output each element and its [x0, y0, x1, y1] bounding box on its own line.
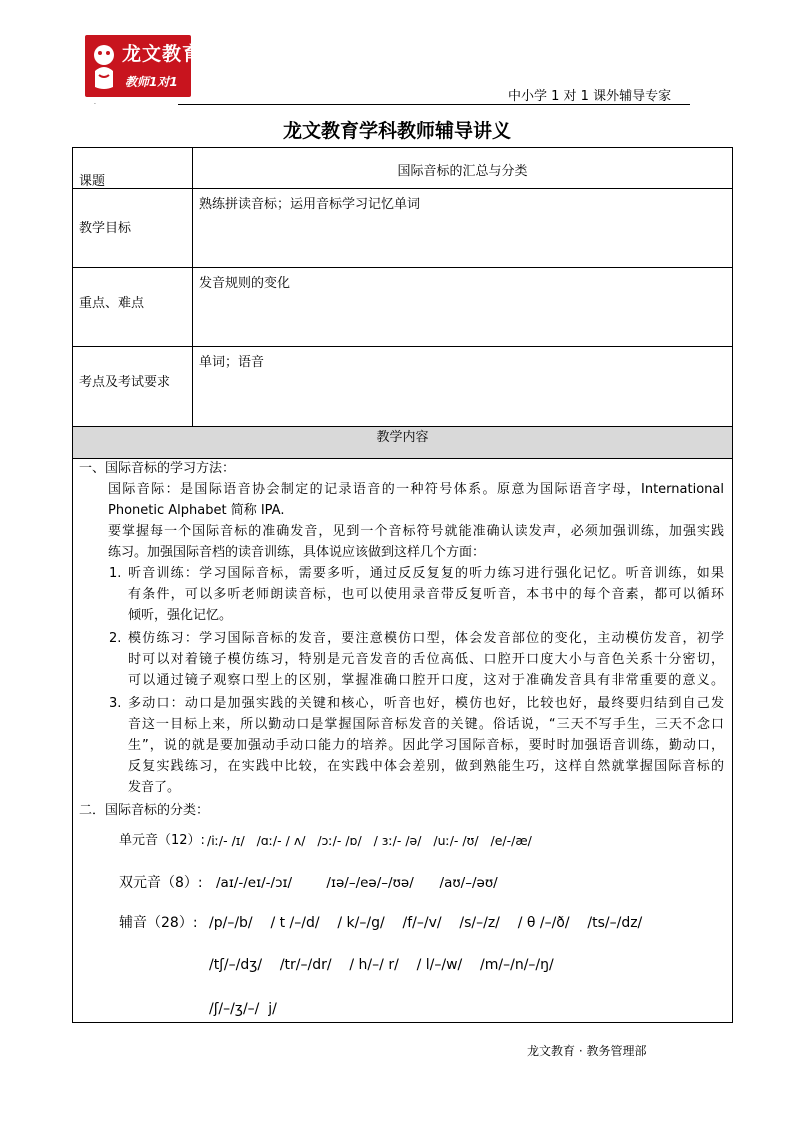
list-item-listening: 听音训练：学习国际音标，需要多听，通过反反复复的听力练习进行强化记忆。听音训练，如果: [128, 566, 724, 581]
row-value: 发音规则的变化: [199, 276, 291, 291]
list-item-imitation: 模仿练习：学习国际音标的发音，要注意模仿口型，体会发音部位的变化，主动模仿发音，初学: [128, 631, 724, 646]
consonant-label: 辅音（28）:: [119, 915, 198, 931]
logo-sub-text: 教师1对1: [125, 75, 178, 89]
list-item-imitation: 可以通过镜子观察口型上的区别，掌握准确口腔开口度，这对于准确发音具有非常重要的意义。: [128, 673, 724, 688]
table-row-exam: [73, 347, 732, 427]
row-label: 重点、难点: [79, 296, 145, 311]
monophthong-list: /iː/- /ɪ/ /ɑː/- / ʌ/ /ɔː/- /ɒ/ / ɜː/- /ə/ /uː/- /ʊ/ /e/-/æ/: [207, 833, 532, 848]
consonant-row-1-clip: [73, 909, 732, 939]
row-label: 课题: [79, 174, 106, 189]
diphthong-list: /aɪ/-/eɪ/-/ɔɪ/ /ɪə/–/eə/–/ʊə/ /aʊ/–/əʊ/: [216, 875, 498, 891]
list-item-speaking: 多动口：动口是加强实践的关键和核心，听音也好，模仿也好，比较也好，最终要归结到自己发: [128, 696, 724, 711]
list-item-imitation: 时可以对着镜子模仿练习，特别是元音发音的舌位高低、口腔开口度大小与音色关系十分密切，: [128, 652, 724, 667]
method-intro-line-2: 练习。加强国际音档的读音训练，具体说应该做到这样几个方面：: [108, 545, 486, 560]
ipa-definition-line-1: 国际音际：是国际语音协会制定的记录语音的一种符号体系。原意为国际语音字母，International: [108, 482, 724, 497]
table-row-keypoints: [73, 268, 732, 347]
row-label: 教学目标: [79, 221, 132, 236]
list-item-speaking: 音这一目标上来，所以勤动口是掌握国际音标发音的关键。俗话说，“三天不写手生，三天不念口: [128, 717, 724, 732]
ipa-definition-line-2: Phonetic Alphabet 简称 IPA.: [108, 503, 285, 518]
row-value: 国际音标的汇总与分类: [397, 164, 528, 179]
section-2-title: 二．国际音标的分类：: [79, 803, 210, 818]
logo-main-text: 龙文教育: [122, 44, 203, 65]
list-number: 3.: [109, 696, 122, 711]
table-row-topic: [73, 148, 732, 189]
header-divider: [178, 104, 690, 105]
consonant-list-1: /p/–/b/ / t /–/d/ / k/–/g/ /f/–/v/ /s/–/z/ / θ /–/ð/ /ts/–/dz/: [209, 915, 643, 931]
diphthong-label: 双元音（8）:: [119, 875, 203, 891]
list-number: 1.: [109, 566, 122, 581]
list-item-listening: 倾听，强化记忆。: [128, 608, 233, 623]
list-item-listening: 有条件，可以多听老师朗读音标，也可以使用录音带反复听音，本书中的每个音素，都可以循环: [128, 587, 724, 602]
row-label: 考点及考试要求: [79, 375, 171, 390]
section-1-title: 一、国际音标的学习方法：: [79, 461, 236, 476]
list-item-speaking: 发音了。: [128, 780, 181, 795]
consonant-list-3: /ʃ/–/ʒ/–/ j/: [209, 1001, 277, 1017]
row-value: 单词；语音: [199, 355, 265, 370]
content-header: 教学内容: [73, 427, 732, 459]
table-row-goal: [73, 189, 732, 268]
list-number: 2.: [109, 631, 122, 646]
company-logo: [85, 35, 203, 97]
document-title: 龙文教育学科教师辅导讲义: [282, 120, 511, 142]
consonant-list-2: /tʃ/–/dʒ/ /tr/–/dr/ / h/–/ r/ / l/–/w/ /m/–/n/–/ŋ/: [209, 957, 554, 973]
logo-face-icon: [89, 41, 119, 91]
list-item-speaking: 生”，说的就是要加强动手动口能力的培养。因此学习国际音标，要时时加强语音训练，勤动口，: [128, 738, 724, 753]
footer-text: 龙文教育 · 教务管理部: [527, 1044, 647, 1058]
monophthong-label: 单元音（12）:: [119, 833, 205, 848]
header-tagline: 中小学 1 对 1 课外辅导专家: [508, 89, 672, 104]
lesson-table: [72, 147, 733, 1023]
method-intro-line-1: 要掌握每一个国际音标的准确发音，见到一个音标符号就能准确认读发声，必须加强训练，加强实践: [108, 524, 724, 539]
list-item-speaking: 反复实践练习，在实践中比较，在实践中体会差别，做到熟能生巧，这样自然就掌握国际音标的: [128, 759, 724, 774]
row-value: 熟练拼读音标；运用音标学习记忆单词: [199, 197, 421, 212]
header-dot: ·: [94, 101, 96, 108]
